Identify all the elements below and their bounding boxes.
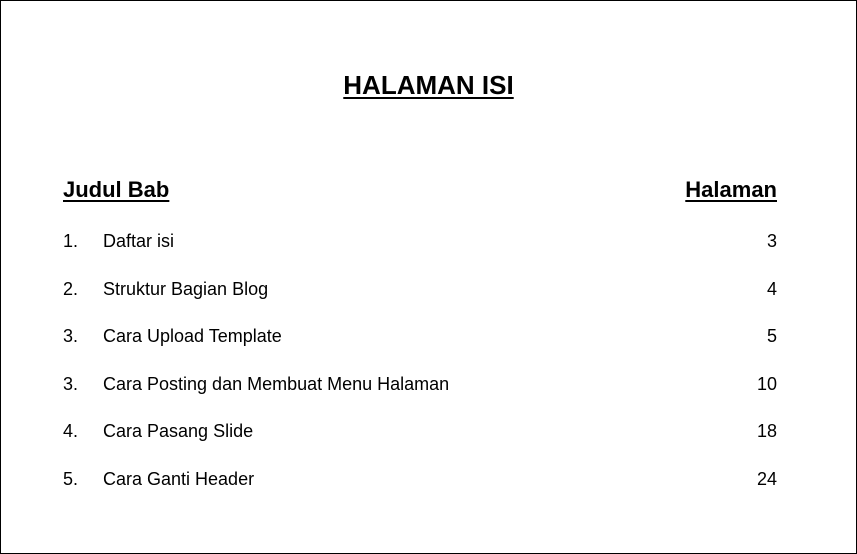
page-title	[1, 69, 856, 101]
toc-entry-number: 3.	[63, 326, 79, 346]
toc-entry	[63, 370, 777, 418]
toc-entry-number: 2.	[63, 278, 79, 299]
toc-entry-page: 3	[766, 231, 777, 251]
toc-header-row	[63, 175, 777, 205]
toc-entry-page: 10	[756, 373, 777, 394]
toc-entry-page: 24	[756, 468, 777, 489]
toc-entry-title: Struktur Bagian Blog	[103, 278, 269, 299]
toc-entry-number: 5.	[63, 468, 79, 489]
toc-entry-title: Cara Ganti Header	[103, 468, 255, 489]
toc-entry-title: Cara Upload Template	[103, 326, 282, 346]
toc-entry-page: 18	[756, 421, 777, 441]
page-column-header: Halaman	[685, 177, 777, 202]
toc-entry-page: 5	[766, 326, 777, 346]
chapter-column-header: Judul Bab	[63, 177, 170, 202]
toc-entry-number: 3.	[63, 373, 79, 394]
toc-entry-title: Cara Posting dan Membuat Menu Halaman	[103, 373, 450, 394]
toc-entry	[63, 417, 777, 465]
toc-entry-title: Daftar isi	[103, 231, 175, 251]
toc-entry-page: 4	[766, 278, 777, 299]
toc-entry	[63, 275, 777, 323]
toc-entry	[63, 465, 777, 513]
toc-entry-number: 4.	[63, 421, 79, 441]
toc-entry-title: Cara Pasang Slide	[103, 421, 254, 441]
toc-entry-number: 1.	[63, 231, 79, 251]
table-of-contents	[63, 227, 777, 512]
toc-entry	[63, 227, 777, 275]
page-title-text: HALAMAN ISI	[343, 70, 514, 100]
toc-entry	[63, 322, 777, 370]
